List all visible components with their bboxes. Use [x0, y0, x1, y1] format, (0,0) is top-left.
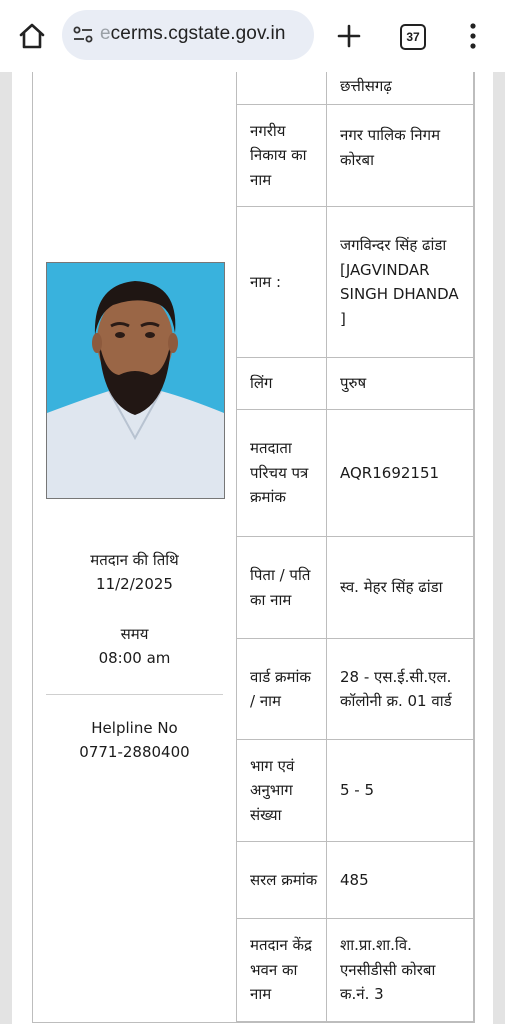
- helpline-number: 0771-2880400: [79, 743, 190, 761]
- row-label-name: नाम :: [237, 207, 327, 358]
- row-value-ward: 28 - एस.ई.सी.एल. कॉलोनी क्र. 01 वार्ड: [327, 639, 474, 740]
- row-value-father: स्व. मेहर सिंह ढांडा: [327, 537, 474, 639]
- left-column: [33, 72, 236, 1022]
- row-value-serial: 485: [327, 842, 474, 919]
- voter-details-table: [236, 72, 474, 1022]
- left-divider: [46, 694, 223, 695]
- table-row-father: [237, 537, 474, 639]
- table-row-name: [237, 207, 474, 358]
- address-bar[interactable]: [62, 10, 314, 60]
- row-value-voter-id: AQR1692151: [327, 410, 474, 537]
- table-row-urban-body: [237, 105, 474, 207]
- row-label: [237, 72, 327, 105]
- row-label-serial: सरल क्रमांक: [237, 842, 327, 919]
- row-label-polling-station: मतदान केंद्र भवन का नाम: [237, 919, 327, 1022]
- site-settings-icon[interactable]: [72, 24, 94, 46]
- candidate-photo-image: [47, 263, 224, 498]
- home-icon[interactable]: [18, 22, 46, 50]
- table-row-state: [237, 72, 474, 105]
- poll-date-label: मतदान की तिथि: [90, 551, 179, 569]
- row-label-part: भाग एवं अनुभाग संख्या: [237, 740, 327, 842]
- more-menu-icon[interactable]: [468, 22, 478, 50]
- row-value-urban-body: नगर पालिक निगम कोरबा: [327, 105, 474, 207]
- row-label-gender: लिंग: [237, 358, 327, 410]
- url-text[interactable]: [100, 23, 286, 45]
- voter-card: [32, 72, 475, 1023]
- row-label-father: पिता / पति का नाम: [237, 537, 327, 639]
- url-domain: cerms.cgstate.gov.in: [110, 23, 286, 44]
- row-label-voter-id: मतदाता परिचय पत्र क्रमांक: [237, 410, 327, 537]
- table-row-voter-id: [237, 410, 474, 537]
- row-value-state: छत्तीसगढ़: [327, 72, 474, 105]
- candidate-photo: [46, 262, 225, 499]
- poll-time-value: 08:00 am: [98, 649, 171, 667]
- page-content: [12, 72, 493, 1024]
- row-value-name: जगविन्दर सिंह ढांडा [JAGVINDAR SINGH DHANDA ]: [327, 207, 474, 358]
- table-row-serial: [237, 842, 474, 919]
- row-label-urban-body: नगरीय निकाय का नाम: [237, 105, 327, 207]
- row-value-polling-station: शा.प्रा.शा.वि. एनसीडीसी कोरबा क.नं. 3: [327, 919, 474, 1022]
- table-row-ward: [237, 639, 474, 740]
- browser-toolbar: [0, 0, 505, 72]
- row-label-ward: वार्ड क्रमांक / नाम: [237, 639, 327, 740]
- row-value-part: 5 - 5: [327, 740, 474, 842]
- row-value-gender: पुरुष: [327, 358, 474, 410]
- table-row-gender: [237, 358, 474, 410]
- poll-time-label: समय: [120, 625, 149, 643]
- tab-switcher-button[interactable]: 37: [400, 24, 426, 50]
- poll-date-value: 11/2/2025: [96, 575, 173, 593]
- table-row-part: [237, 740, 474, 842]
- helpline-label: Helpline No: [91, 719, 178, 737]
- table-row-polling-station: [237, 919, 474, 1022]
- new-tab-icon[interactable]: [336, 23, 362, 49]
- url-fade-text: e: [100, 23, 111, 44]
